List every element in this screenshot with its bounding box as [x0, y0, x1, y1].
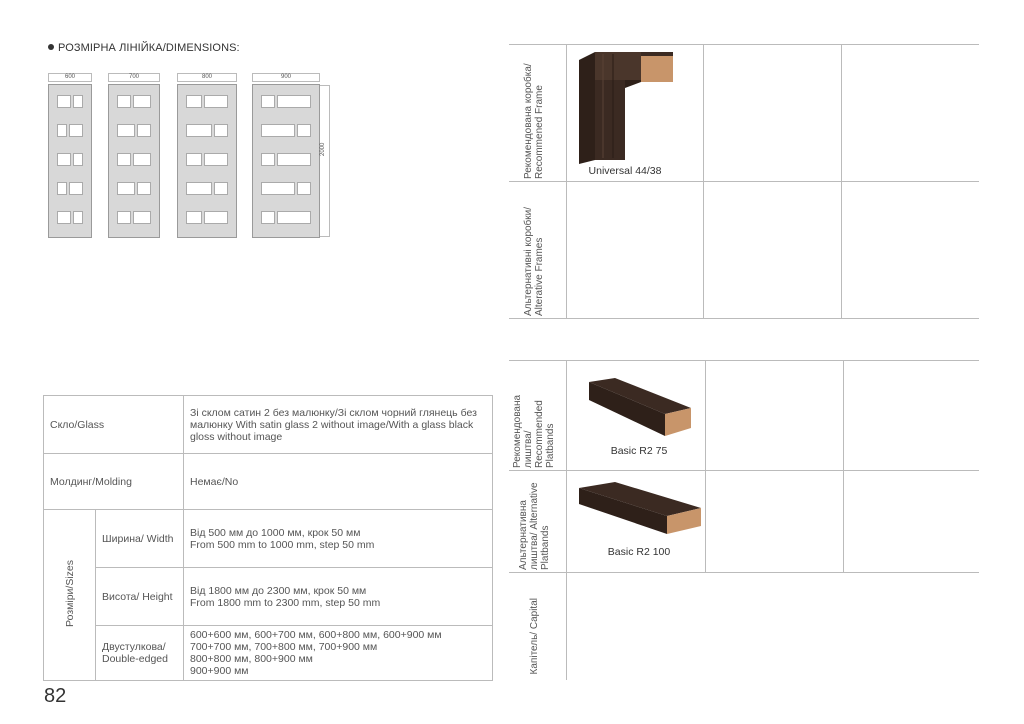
height-dimension-label: 2000 [320, 142, 326, 156]
table-row [44, 626, 493, 681]
glass-value: Зі склом сатин 2 без малюнку/Зі склом чорний глянець без малюнку With satin glass 2 without image/With a glass black gloss without image [184, 396, 493, 454]
height-dimension [320, 85, 330, 237]
alternative-platband-caption: Basic R2 100 [607, 546, 671, 558]
molding-value: Немає/No [184, 454, 493, 510]
width-label: Ширина/ Width [96, 510, 184, 568]
height-label: Висота/ Height [96, 568, 184, 626]
specs-table [43, 395, 493, 681]
door-outline [108, 84, 160, 238]
table-row [44, 568, 493, 626]
door-outline [48, 84, 92, 238]
frames-grid [509, 44, 979, 320]
width-dimension: 600 [48, 73, 92, 82]
height-value: Від 1800 мм до 2300 мм, крок 50 мм From 1800 mm to 2300 mm, step 50 mm [184, 568, 493, 626]
double-label: Двустулкова/ Double-edged [96, 626, 184, 681]
width-dimension: 900 [252, 73, 320, 82]
platband-r2-75-image [585, 374, 695, 440]
double-value: 600+600 мм, 600+700 мм, 600+800 мм, 600+900 мм 700+700 мм, 700+800 мм, 700+900 мм 800+800 мм, 800+900 мм 900+900 мм [184, 626, 493, 681]
platbands-grid [509, 360, 979, 680]
door-outline [177, 84, 237, 238]
width-value: Від 500 мм до 1000 мм, крок 50 мм From 500 mm to 1000 mm, step 50 mm [184, 510, 493, 568]
alternative-frames-label: Альтернативні коробки/ Alterative Frames [523, 206, 545, 316]
width-dimension: 700 [108, 73, 160, 82]
frame-image [575, 48, 677, 164]
platband-r2-100-image [575, 478, 705, 540]
bullet-icon [48, 44, 54, 50]
sizes-label: Розміри/Sizes [63, 560, 76, 627]
table-row [44, 510, 493, 568]
width-dimension: 800 [177, 73, 237, 82]
table-row [44, 454, 493, 510]
table-row [44, 396, 493, 454]
recommended-frame-label: Рекомендована коробка/ Recommened Frame [523, 63, 545, 179]
section-heading-text: РОЗМІРНА ЛІНІЙКА/DIMENSIONS: [58, 42, 240, 54]
alternative-platbands-label: Альтернативна лиштва/ Alternative Platbands [517, 482, 551, 570]
page-number: 82 [44, 685, 67, 707]
glass-label: Скло/Glass [44, 396, 184, 454]
recommended-frame-caption: Universal 44/38 [588, 165, 662, 177]
sizes-label-cell [44, 510, 96, 681]
capital-label: Капітель/ Capital [528, 597, 540, 675]
section-heading [48, 42, 240, 54]
door-outline [252, 84, 320, 238]
recommended-platband-caption: Basic R2 75 [610, 445, 668, 457]
molding-label: Молдинг/Molding [44, 454, 184, 510]
recommended-platbands-label: Рекомендована лиштва/ Recommended Platbands [512, 394, 556, 468]
